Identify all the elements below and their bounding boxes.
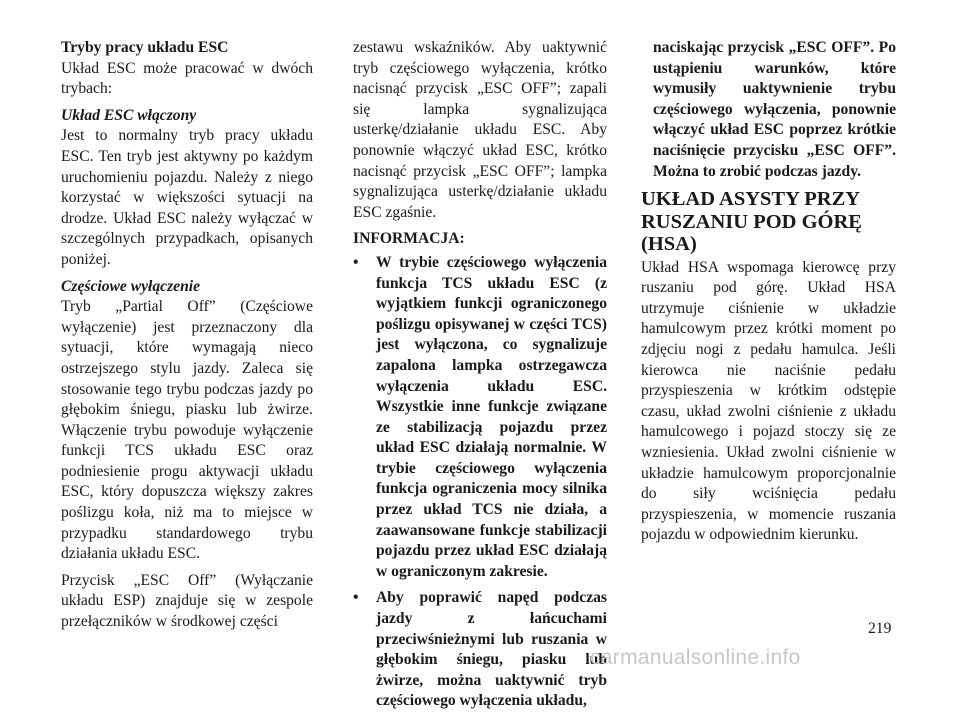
info-bullet-item bbox=[353, 588, 607, 712]
esc-modes-heading: Tryby pracy układu ESC bbox=[61, 39, 229, 56]
info-bullet-continuation-text: naciskając przycisk „ESC OFF”. Po ustąpieniu warunków, które wymusiły uaktywnienie trybu częściowego wyłączenia, ponownie włączyć układ ESC poprzez krótkie naciśnięcie przycisku „ESC OFF”. Można to zrobić podczas jazdy. bbox=[653, 39, 896, 180]
info-bullet-continuation bbox=[641, 38, 896, 182]
bullet-marker: • bbox=[353, 589, 359, 607]
watermark-text: carmanualsonline.info bbox=[590, 646, 801, 669]
info-bullet-item bbox=[353, 253, 607, 583]
page-number: 219 bbox=[868, 620, 892, 637]
info-bullet-list-continued bbox=[641, 38, 896, 182]
esc-off-button-paragraph: Przycisk „ESC Off” (Wyłączanie układu ESP) znajduje się w zespole przełączników w środkowej części bbox=[61, 571, 313, 631]
partial-off-subheading: Częściowe wyłączenie bbox=[61, 277, 201, 295]
column-right bbox=[641, 38, 896, 552]
esc-modes-intro: Układ ESC może pracować w dwóch trybach: bbox=[61, 59, 313, 98]
esc-off-continuation-paragraph: zestawu wskaźników. Aby uaktywnić tryb częściowego wyłączenia, krótko nacisnąć przycisk „ESC OFF”; zapali się lampka sygnalizująca usterkę/działanie układu ESC. Aby ponownie włączyć układ ESC, krótko nacisnąć przycisk „ESC OFF”; lampka sygnalizująca usterkę/działanie układu ESC zgaśnie. bbox=[353, 39, 607, 221]
info-bullet-list bbox=[353, 253, 607, 712]
hsa-section-title: UKŁAD ASYSTY PRZY RUSZANIU POD GÓRĘ (HSA) bbox=[641, 188, 862, 256]
esc-on-subheading: Układ ESC włączony bbox=[61, 106, 197, 124]
bullet-marker: • bbox=[353, 253, 359, 271]
column-middle bbox=[353, 38, 607, 718]
info-bullet-text: W trybie częściowego wyłączenia funkcja TCS układu ESC (z wyjątkiem funkcji ograniczonego poślizgu opisywanej w części TCS) jest wyłączona, co sygnalizuje zapalona lampka ostrzegawcza wyłączenia układu ESC. Wszystkie inne funkcje związane ze stabilizacją pojazdu przez układ ESC działają normalnie. W trybie częściowego wyłączenia funkcja ograniczenia mocy silnika przez układ TCS nie działa, a zaawansowane funkcje stabilizacji pojazdu przez układ ESC działają w ograniczonym zakresie. bbox=[376, 253, 607, 580]
esc-on-paragraph: Jest to normalny tryb pracy układu ESC. Ten tryb jest aktywny po każdym uruchomieniu pojazdu. Należy z niego korzystać w większości sytuacji na drodze. Układ ESC należy wyłączać w szczególnych przypadkach, opisanych poniżej. bbox=[61, 127, 313, 268]
column-left bbox=[61, 38, 313, 639]
partial-off-paragraph: Tryb „Partial Off” (Częściowe wyłączenie) jest przeznaczony dla sytuacji, które wymagają nieco ostrzejszego stylu jazdy. Zaleca się stosowanie tego trybu podczas jazdy po głębokim śniegu, piasku lub żwirze. Włączenie trybu powoduje wyłączenie funkcji TCS układu ESC oraz podniesienie progu aktywacji układu ESC, który dopuszcza większy zakres poślizgu koła, niż ma to miejsce w przypadku standardowego trybu działania układu ESC. bbox=[61, 298, 313, 563]
info-bullet-text: Aby poprawić napęd podczas jazdy z łańcuchami przeciwśnieżnymi lub ruszania w głębokim śniegu, piasku lub żwirze, można uaktywnić tryb częściowego wyłączenia układu, bbox=[376, 589, 607, 710]
info-heading: INFORMACJA: bbox=[353, 230, 465, 248]
hsa-paragraph: Układ HSA wspomaga kierowcę przy ruszaniu pod górę. Układ HSA utrzymuje ciśnienie w układzie hamulcowym przez krótki moment po zdjęciu nogi z pedału hamulca. Jeśli kierowca nie naciśnie pedału przyspieszenia w krótkim odstępie czasu, układ zwolni ciśnienie z układu hamulcowego i pojazd stoczy się ze wzniesienia. Układ zwolni ciśnienie w układzie hamulcowym proporcjonalnie do siły wciśnięcia pedału przyspieszenia, w momencie ruszania pojazdu w odpowiednim kierunku. bbox=[641, 258, 896, 544]
